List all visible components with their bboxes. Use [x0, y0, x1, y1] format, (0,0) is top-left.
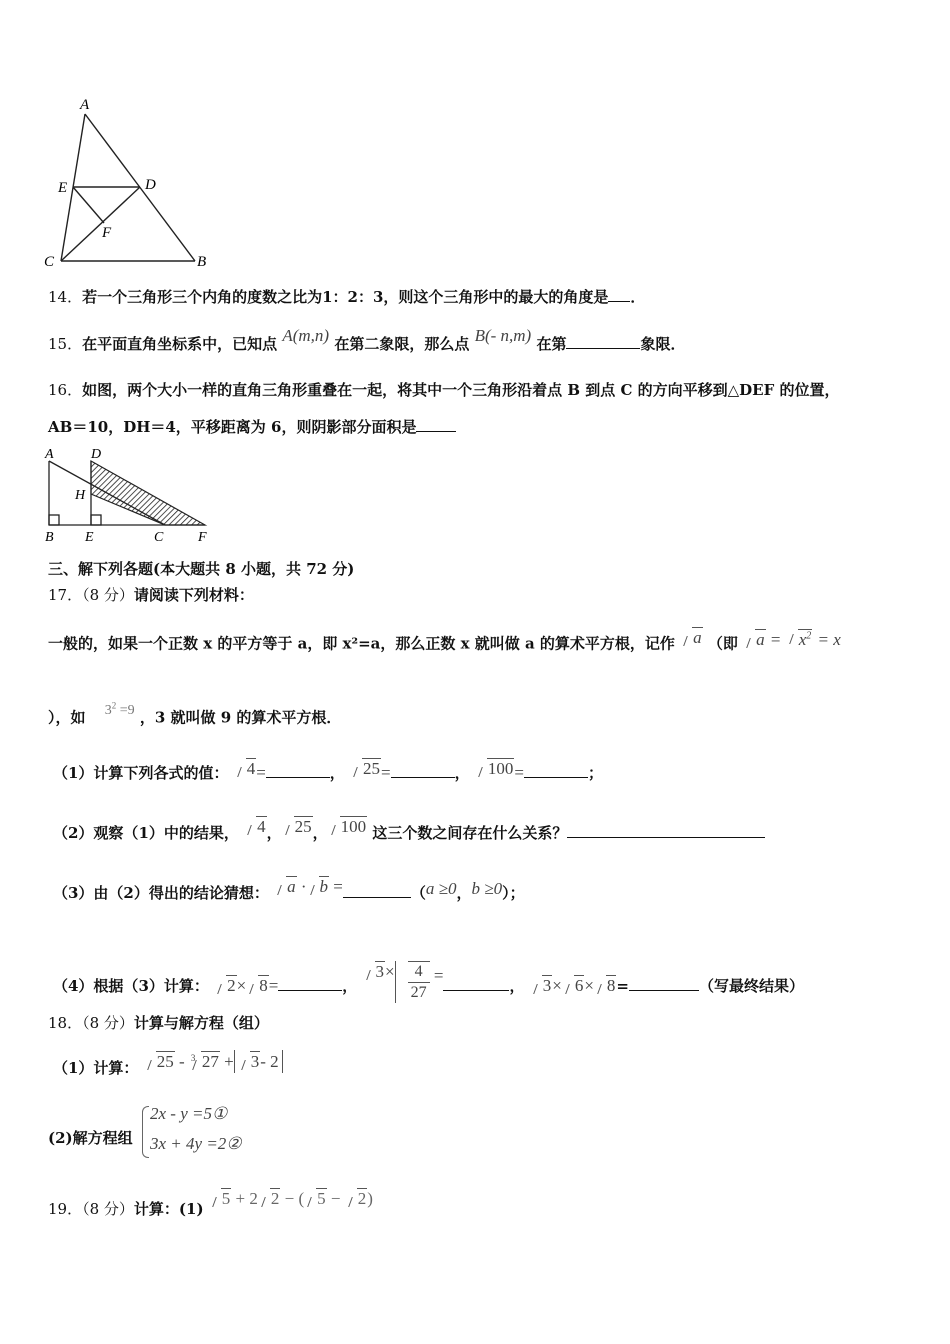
sqrt-a-2: [743, 630, 766, 650]
radicand: 8: [606, 976, 616, 995]
radicand: 8: [259, 976, 268, 995]
sqrt-100: [475, 759, 515, 779]
question-score: （8 分）: [82, 1200, 134, 1218]
separator: ，: [266, 824, 282, 842]
equals-x: = x: [817, 629, 841, 649]
definition-text: （即: [707, 634, 738, 653]
sqrt-4: [234, 759, 257, 779]
times-sign: ×: [584, 976, 594, 995]
answer-blank[interactable]: [567, 822, 765, 838]
answer-blank[interactable]: [608, 286, 630, 302]
question-number: 15．: [48, 335, 83, 353]
expression: [209, 1189, 373, 1208]
q17-example: [48, 700, 342, 730]
sqrt-a: [274, 877, 297, 897]
radicand: 27: [201, 1052, 219, 1071]
point-a-math: A(m,n): [282, 326, 330, 345]
minus-sign: -: [174, 1052, 189, 1071]
answer-blank[interactable]: [391, 762, 455, 778]
question-text: 在第: [536, 335, 567, 353]
radicand: b: [319, 877, 329, 896]
question-number: 14．: [48, 288, 83, 306]
answer-blank[interactable]: [629, 975, 699, 991]
equals-sign: =: [268, 976, 279, 995]
question-score: （8 分）: [82, 586, 134, 604]
definition-text: 一般的，如果一个正数 x 的平方等于 a，即 x²=a，那么正数 x 就叫做 a 的算术平方根，记作: [48, 634, 675, 653]
part-label: （3）由（2）得出的结论猜想：: [53, 884, 269, 902]
radicand: 4: [257, 817, 266, 836]
equals-sign: =: [381, 763, 391, 782]
answer-blank[interactable]: [278, 975, 342, 991]
radicand: 3: [542, 976, 552, 995]
sqrt-3: [363, 962, 386, 982]
sqrt-8: [594, 976, 617, 996]
right-angle-b: [49, 515, 59, 525]
answer-blank[interactable]: [443, 975, 509, 991]
question-text: 若一个三角形三个内角的度数之比为1：2：3，则这个三角形中的最大的角度是: [82, 288, 609, 306]
q17-part3: [53, 877, 525, 903]
part-label: (2)解方程组: [48, 1129, 133, 1147]
sqrt-5: [304, 1189, 327, 1209]
answer-blank[interactable]: [524, 762, 588, 778]
denominator: 27: [410, 984, 427, 1001]
minus-open: − (: [284, 1189, 305, 1208]
part-text: 这三个数之间存在什么关系？: [372, 824, 568, 842]
equation-1: 2x - y =5①: [150, 1104, 228, 1123]
condition-a: a ≥0: [425, 879, 457, 898]
radicand: a: [287, 877, 296, 896]
separator: ，: [509, 977, 525, 995]
q17-definition: [48, 627, 841, 654]
question-number: 17．: [48, 586, 83, 604]
equation-2: 3x + 4y =2②: [150, 1134, 242, 1153]
radicand: 2: [357, 1189, 367, 1208]
question-text: 象限．: [640, 335, 686, 353]
abs-tail: - 2: [260, 1052, 279, 1071]
sqrt-x-squared: [786, 626, 813, 650]
sqrt-2: [214, 976, 237, 996]
question-19: [48, 1189, 373, 1219]
segment-ef: [73, 187, 104, 223]
answer-blank[interactable]: [343, 882, 411, 898]
equals-sign: =: [329, 877, 343, 896]
equals-sign: =: [429, 966, 444, 985]
radicand: 4: [246, 759, 256, 778]
paren-open: （: [410, 884, 426, 902]
radicand: 3: [375, 962, 385, 981]
minus-sign: −: [330, 1189, 341, 1208]
answer-blank[interactable]: [566, 333, 640, 349]
paren-close: ）；: [502, 884, 525, 902]
question-number: 18．: [48, 1014, 83, 1032]
cube-root-27: 3 27: [190, 1052, 219, 1071]
equals-sign: =: [770, 629, 781, 649]
question-18-header: [48, 1013, 269, 1033]
sqrt-25: [144, 1052, 175, 1072]
label-d: D: [91, 447, 102, 462]
radicand: 5: [317, 1189, 326, 1208]
part-label: （2）观察（1）中的结果，: [53, 824, 239, 842]
sqrt-fraction: [395, 961, 430, 1003]
segment-cd: [61, 187, 140, 261]
question-end: ．: [630, 288, 646, 306]
separator: ，: [329, 764, 345, 782]
figure-triangle-abc: [40, 92, 220, 272]
question-title: 计算与解方程（组）: [133, 1014, 269, 1032]
question-text: 如图，两个大小一样的直角三角形重叠在一起，将其中一个三角形沿着点 B 到点 C 的方向平移到△DEF 的位置，: [82, 381, 840, 399]
radicand: 2: [227, 976, 236, 995]
separator: ，: [342, 977, 358, 995]
part-label: （1）计算下列各式的值：: [53, 764, 229, 782]
sqrt-b: [307, 877, 330, 897]
question-text: AB＝10，DH＝4，平移距离为 6，则阴影部分面积是: [48, 418, 417, 436]
label-b: B: [45, 530, 54, 544]
example-text: ），如: [48, 708, 86, 727]
point-b-math: B(- n,m): [474, 326, 532, 345]
question-14: [48, 286, 645, 307]
numerator: 4: [408, 961, 430, 983]
sqrt-3: [238, 1052, 261, 1072]
radicand: 6: [574, 976, 584, 995]
label-h: H: [75, 488, 86, 503]
part-note: （写最终结果）: [699, 977, 805, 995]
label-c: C: [154, 530, 164, 544]
label-b: B: [197, 254, 207, 270]
dot-operator: ·: [296, 877, 307, 896]
label-f: F: [102, 225, 112, 241]
question-15: [48, 326, 686, 354]
radicand: 25: [363, 759, 381, 778]
equals-sign: =: [256, 763, 266, 782]
radicand: a: [756, 629, 765, 649]
radicand: 2: [270, 1189, 280, 1208]
label-a: A: [80, 97, 90, 113]
question-score: （8 分）: [82, 1014, 134, 1032]
sqrt-a: [680, 628, 703, 648]
radicand: 3: [250, 1052, 260, 1071]
separator: ，: [312, 824, 328, 842]
sqrt-25: [350, 759, 381, 779]
separator: ，: [454, 764, 470, 782]
sqrt-4: [244, 817, 267, 837]
coefficient: + 2: [235, 1189, 258, 1208]
question-title: 请阅读下列材料：: [133, 586, 254, 604]
q17-part4: （4）根据（3）计算： 2× 8= ， 3× $\frac{4}{27}$ =， 3× 6× 8= （写最终结果）: [53, 962, 805, 1001]
label-a: A: [45, 447, 54, 462]
separator: ，: [456, 884, 472, 902]
sqrt-8: [246, 976, 269, 996]
radicand: 100: [487, 759, 514, 778]
q17-part1: [53, 759, 603, 783]
example-math: $3^2 =9$: [104, 700, 135, 718]
sqrt-5: [209, 1189, 232, 1209]
question-number: 19．: [48, 1200, 83, 1218]
end-mark: ；: [587, 764, 603, 782]
question-text: 在平面直角坐标系中，已知点: [82, 335, 278, 353]
sqrt-3: [530, 976, 553, 996]
sqrt-2: [258, 1189, 281, 1209]
radicand: 5: [221, 1189, 231, 1208]
section-title: 三、解下列各题(本大题共 8 小题，共 72 分): [48, 560, 355, 578]
label-c: C: [44, 254, 55, 270]
paren-close: ): [367, 1189, 373, 1208]
system-brace: [142, 1106, 149, 1158]
times-sign: ×: [385, 962, 395, 981]
question-title: 计算：(1): [133, 1200, 204, 1218]
sqrt-100: [328, 817, 368, 837]
times-sign: ×: [552, 976, 562, 995]
radicand: a: [693, 627, 702, 647]
radicand: 25: [156, 1052, 174, 1071]
example-text: ，3 就叫做 9 的算术平方根．: [139, 708, 342, 727]
answer-blank[interactable]: [416, 416, 456, 432]
answer-blank[interactable]: [266, 762, 330, 778]
question-16-line1: [48, 380, 839, 400]
radicand: 25: [294, 817, 312, 836]
figure-translated-triangles: [40, 444, 220, 544]
label-e: E: [85, 530, 94, 544]
radicand: 100: [340, 817, 367, 836]
q17-part2: [53, 817, 765, 843]
sqrt-2: [345, 1189, 368, 1209]
part-label: （1）计算：: [53, 1059, 139, 1077]
label-f: F: [198, 530, 207, 544]
question-number: 16．: [48, 381, 83, 399]
label-d: D: [145, 177, 156, 193]
times-sign: ×: [236, 976, 247, 995]
sqrt-25: [282, 817, 313, 837]
label-e: E: [58, 180, 68, 196]
question-17-header: [48, 585, 254, 605]
q18-part1: [53, 1052, 283, 1078]
sqrt-6: [562, 976, 585, 996]
part-label: （4）根据（3）计算：: [53, 977, 209, 995]
plus-sign: +: [219, 1052, 234, 1071]
condition-b: b ≥0: [471, 879, 503, 898]
radicand: $x^2$: [798, 629, 812, 649]
right-angle-e: [91, 515, 101, 525]
absolute-value: [234, 1050, 283, 1073]
question-text: 在第二象限，那么点: [334, 335, 470, 353]
equals-sign: =: [514, 763, 524, 782]
question-16-line2: [48, 416, 456, 437]
